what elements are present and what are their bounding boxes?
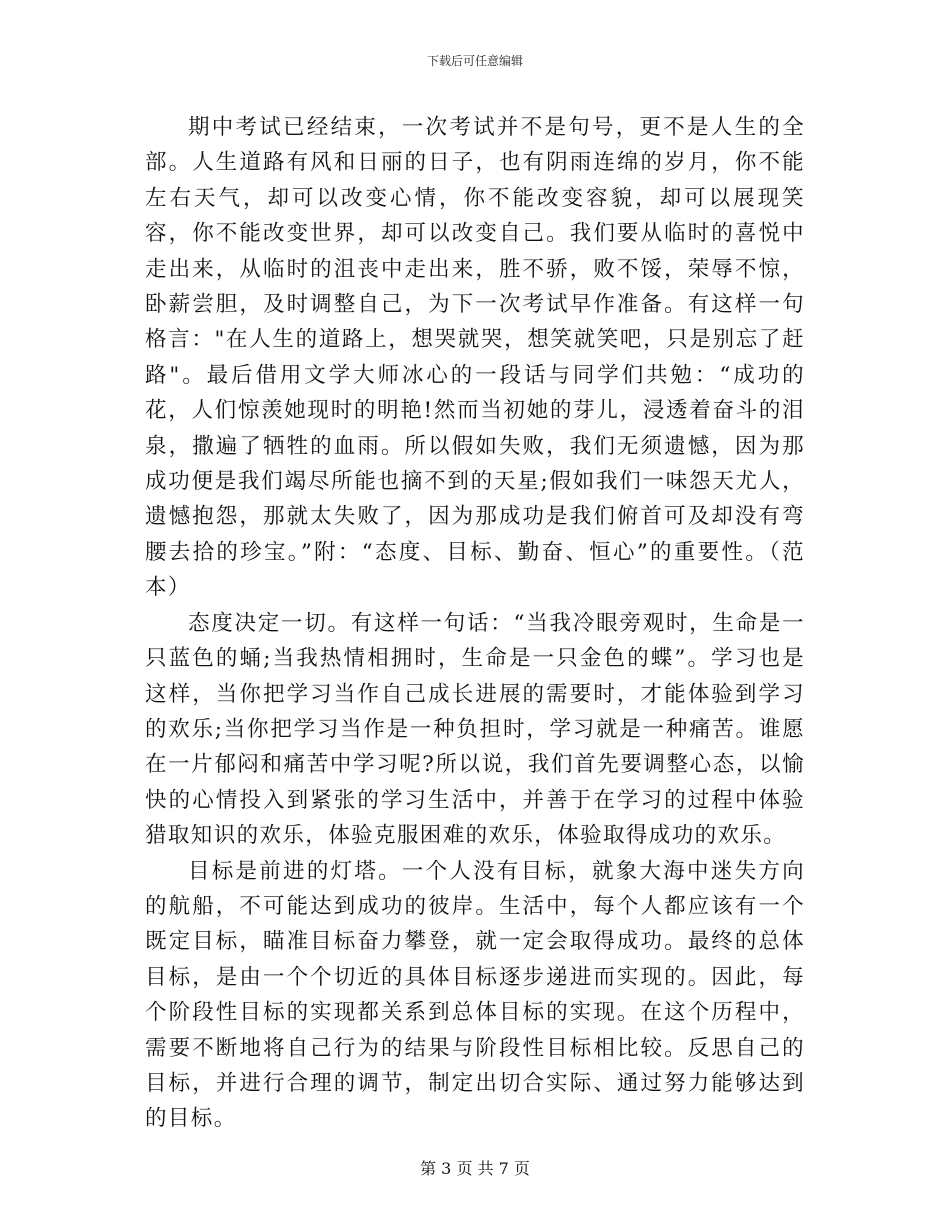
paragraph-exam-reflection: 期中考试已经结束，一次考试并不是句号，更不是人生的全部。人生道路有风和日丽的日子，也有阴雨连绵的岁月，你不能左右天气，却可以改变心情，你不能改变容貌，却可以展现笑容，你不能改变世界，却可以改变自己。我们要从临时的喜悦中走出来，从临时的沮丧中走出来，胜不骄，败不馁，荣辱不惊，卧薪尝胆，及时调整自己，为下一次考试早作准备。有这样一句格言："在人生的道路上，想哭就哭，想笑就笑吧，只是别忘了赶路"。最后借用文学大师冰心的一段话与同学们共勉：“成功的花，人们惊羡她现时的明艳!然而当初她的芽儿，浸透着奋斗的泪泉，撒遍了牺牲的血雨。所以假如失败，我们无须遗憾，因为那成功便是我们竭尽所能也摘不到的天星;假如我们一味怨天尤人，遗憾抱怨，那就太失败了，因为那成功是我们俯首可及却没有弯腰去拾的珍宝。”附：“态度、目标、勤奋、恒心”的重要性。（范本） [145,115,805,601]
page-number: 第 3 页 共 7 页 [420,1159,530,1178]
page-header: 下载后可任意编辑 [426,54,523,68]
paragraph-goal: 目标是前进的灯塔。一个人没有目标，就象大海中迷失方向的航船，不可能达到成功的彼岸。生活中，每个人都应该有一个既定目标，瞄准目标奋力攀登，就一定会取得成功。最终的总体目标，是由一个个切近的具体目标逐步递进而实现的。因此，每个阶段性目标的实现都关系到总体目标的实现。在这个历程中，需要不断地将自己行为的结果与阶段性目标相比较。反思自己的目标，并进行合理的调节，制定出切合实际、通过努力能够达到的目标。 [145,858,805,1132]
document-body [145,110,805,1137]
paragraph-attitude: 态度决定一切。有这样一句话：“当我冷眼旁观时，生命是一只蓝色的蛹;当我热情相拥时，生命是一只金色的蝶”。学习也是这样，当你把学习当作自己成长进展的需要时，才能体验到学习的欢乐;当你把学习当作是一种负担时，学习就是一种痛苦。谁愿在一片郁闷和痛苦中学习呢?所以说，我们首先要调整心态，以愉快的心情投入到紧张的学习生活中，并善于在学习的过程中体验猎取知识的欢乐，体验克服困难的欢乐，体验取得成功的欢乐。 [145,610,805,849]
